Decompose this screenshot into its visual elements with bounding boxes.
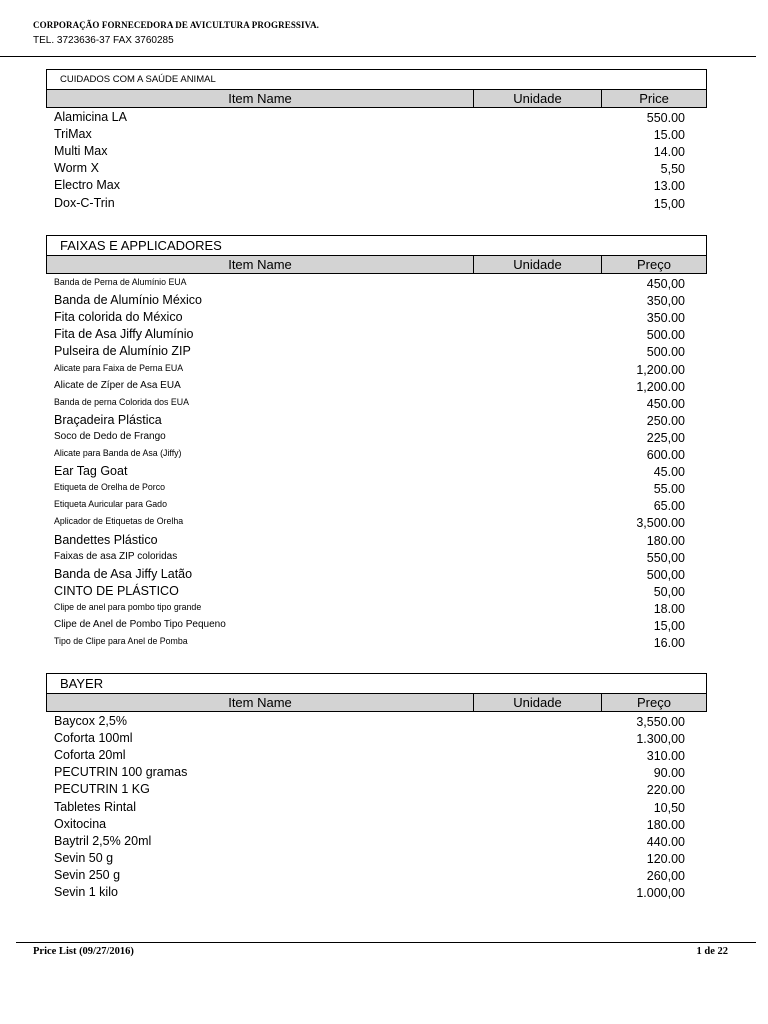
- item-price: 1.300,00: [636, 732, 685, 747]
- item-name: PECUTRIN 100 gramas: [54, 765, 188, 780]
- table-row: [46, 496, 707, 513]
- item-price: 14.00: [653, 145, 685, 160]
- item-price: 5,50: [660, 162, 685, 177]
- item-price: 15.00: [653, 128, 685, 143]
- item-name: Baytril 2,5% 20ml: [54, 833, 152, 848]
- item-name: Tipo de Clipe para Anel de Pomba: [54, 636, 188, 647]
- phone-fax: TEL. 3723636-37 FAX 3760285: [33, 35, 174, 46]
- table-row: [46, 780, 707, 797]
- item-price: 3,550.00: [636, 715, 685, 730]
- col-unidade: Unidade: [474, 694, 602, 711]
- item-name: Clipe de Anel de Pombo Tipo Pequeno: [54, 618, 226, 630]
- item-name: Oxitocina: [54, 816, 107, 831]
- table-row: [46, 125, 707, 142]
- table-row: [46, 616, 707, 633]
- item-price: 90.00: [653, 766, 685, 781]
- table-row: [46, 359, 707, 376]
- item-price: 600.00: [646, 448, 685, 463]
- item-price: 50,00: [653, 584, 685, 599]
- section-saude-animal: [46, 69, 707, 211]
- table-row: [46, 599, 707, 616]
- section-faixas-applicadores: [46, 235, 707, 650]
- table-row: [46, 479, 707, 496]
- item-list: [46, 712, 707, 900]
- item-price: 13.00: [653, 179, 685, 194]
- item-name: Etiqueta Auricular para Gado: [54, 499, 167, 510]
- item-price: 180.00: [646, 817, 685, 832]
- table-row: [46, 377, 707, 394]
- item-price: 45.00: [653, 465, 685, 480]
- col-item-name: Item Name: [47, 256, 474, 273]
- table-row: [46, 445, 707, 462]
- item-name: Worm X: [54, 161, 99, 176]
- item-price: 500,00: [646, 567, 685, 582]
- table-row: [46, 308, 707, 325]
- item-name: Fita de Asa Jiffy Alumínio: [54, 327, 194, 342]
- item-price: 550,00: [646, 550, 685, 565]
- item-price: 10,50: [653, 800, 685, 815]
- page-number: 1 de 22: [696, 946, 728, 957]
- item-name: Sevin 50 g: [54, 850, 114, 865]
- item-price: 450,00: [646, 277, 685, 292]
- item-price: 500.00: [646, 328, 685, 343]
- table-row: [46, 712, 707, 729]
- table-row: [46, 342, 707, 359]
- item-name: Alicate para Banda de Asa (Jiffy): [54, 448, 182, 459]
- section-bayer: [46, 673, 707, 900]
- table-row: [46, 883, 707, 900]
- table-row: [46, 394, 707, 411]
- column-header-row: [46, 255, 707, 274]
- item-name: Multi Max: [54, 144, 108, 159]
- item-name: Coforta 100ml: [54, 731, 133, 746]
- item-price: 55.00: [653, 482, 685, 497]
- item-price: 550.00: [646, 111, 685, 126]
- item-price: 120.00: [646, 851, 685, 866]
- item-price: 3,500.00: [636, 516, 685, 531]
- table-row: [46, 193, 707, 210]
- table-row: [46, 815, 707, 832]
- item-name: PECUTRIN 1 KG: [54, 782, 150, 797]
- table-row: [46, 565, 707, 582]
- item-name: Coforta 20ml: [54, 748, 126, 763]
- item-name: Bandettes Plástico: [54, 532, 158, 547]
- item-name: TriMax: [54, 127, 92, 142]
- table-row: [46, 849, 707, 866]
- table-row: [46, 548, 707, 565]
- item-price: 250.00: [646, 413, 685, 428]
- col-item-name: Item Name: [47, 90, 474, 107]
- table-row: [46, 866, 707, 883]
- company-name: CORPORAÇÃO FORNECEDORA DE AVICULTURA PROGRESSIVA.: [33, 20, 320, 30]
- table-row: [46, 763, 707, 780]
- section-title: BAYER: [46, 673, 707, 693]
- item-price: 220.00: [646, 783, 685, 798]
- column-header-row: [46, 89, 707, 108]
- item-price: 18.00: [653, 601, 685, 616]
- item-name: Electro Max: [54, 178, 120, 193]
- item-name: Ear Tag Goat: [54, 464, 128, 479]
- table-row: [46, 633, 707, 650]
- col-price: Price: [639, 91, 669, 106]
- item-name: Banda de Alumínio México: [54, 293, 203, 308]
- item-name: Banda de perna Colorida dos EUA: [54, 396, 189, 407]
- item-price: 350,00: [646, 294, 685, 309]
- table-row: [46, 325, 707, 342]
- table-row: [46, 582, 707, 599]
- table-row: [46, 428, 707, 445]
- item-name: Aplicador de Etiquetas de Orelha: [54, 516, 184, 527]
- item-name: Tabletes Rintal: [54, 799, 136, 814]
- item-price: 225,00: [646, 430, 685, 445]
- item-name: Soco de Dedo de Frango: [54, 430, 166, 442]
- item-name: Alicate para Faixa de Perna EUA: [54, 362, 184, 373]
- item-price: 1,200.00: [636, 362, 685, 377]
- item-price: 310.00: [646, 749, 685, 764]
- table-row: [46, 530, 707, 547]
- col-unidade: Unidade: [474, 90, 602, 107]
- item-price: 260,00: [646, 868, 685, 883]
- table-row: [46, 291, 707, 308]
- item-name: CINTO DE PLÁSTICO: [54, 583, 179, 598]
- column-header-row: [46, 693, 707, 712]
- item-list: [46, 108, 707, 211]
- item-name: Baycox 2,5%: [54, 714, 127, 729]
- header-divider: [0, 56, 756, 57]
- item-price: 16.00: [653, 636, 685, 651]
- item-price: 500.00: [646, 345, 685, 360]
- table-row: [46, 274, 707, 291]
- table-row: [46, 797, 707, 814]
- section-title: CUIDADOS COM A SAÚDE ANIMAL: [46, 69, 707, 89]
- item-name: Fita colorida do México: [54, 310, 183, 325]
- table-row: [46, 108, 707, 125]
- col-price: Preço: [637, 695, 671, 710]
- item-list: [46, 274, 707, 650]
- col-price: Preço: [637, 257, 671, 272]
- item-name: Banda de Asa Jiffy Latão: [54, 566, 193, 581]
- footer-divider: [16, 942, 756, 943]
- table-row: [46, 746, 707, 763]
- table-row: [46, 411, 707, 428]
- item-price: 450.00: [646, 396, 685, 411]
- item-name: Sevin 250 g: [54, 867, 121, 882]
- table-row: [46, 729, 707, 746]
- item-name: Etiqueta de Orelha de Porco: [54, 482, 166, 493]
- item-name: Clipe de anel para pombo tipo grande: [54, 601, 202, 612]
- item-price: 350.00: [646, 311, 685, 326]
- col-unidade: Unidade: [474, 256, 602, 273]
- item-name: Pulseira de Alumínio ZIP: [54, 344, 191, 359]
- item-price: 65.00: [653, 499, 685, 514]
- item-name: Banda de Perna de Alumínio EUA: [54, 277, 187, 288]
- item-price: 1,200.00: [636, 379, 685, 394]
- item-name: Faixas de asa ZIP coloridas: [54, 550, 178, 562]
- table-row: [46, 832, 707, 849]
- item-price: 440.00: [646, 834, 685, 849]
- col-item-name: Item Name: [47, 694, 474, 711]
- item-name: Dox-C-Trin: [54, 195, 115, 210]
- table-row: [46, 462, 707, 479]
- table-row: [46, 513, 707, 530]
- item-name: Alicate de Zíper de Asa EUA: [54, 379, 181, 391]
- item-price: 15,00: [653, 196, 685, 211]
- item-price: 180.00: [646, 533, 685, 548]
- table-row: [46, 176, 707, 193]
- item-name: Sevin 1 kilo: [54, 885, 118, 900]
- item-name: Alamicina LA: [54, 110, 127, 125]
- section-title: FAIXAS E APPLICADORES: [46, 235, 707, 255]
- footer-title: Price List (09/27/2016): [33, 946, 134, 957]
- item-price: 15,00: [653, 618, 685, 633]
- item-name: Braçadeira Plástica: [54, 412, 162, 427]
- table-row: [46, 142, 707, 159]
- table-row: [46, 159, 707, 176]
- item-price: 1.000,00: [636, 886, 685, 901]
